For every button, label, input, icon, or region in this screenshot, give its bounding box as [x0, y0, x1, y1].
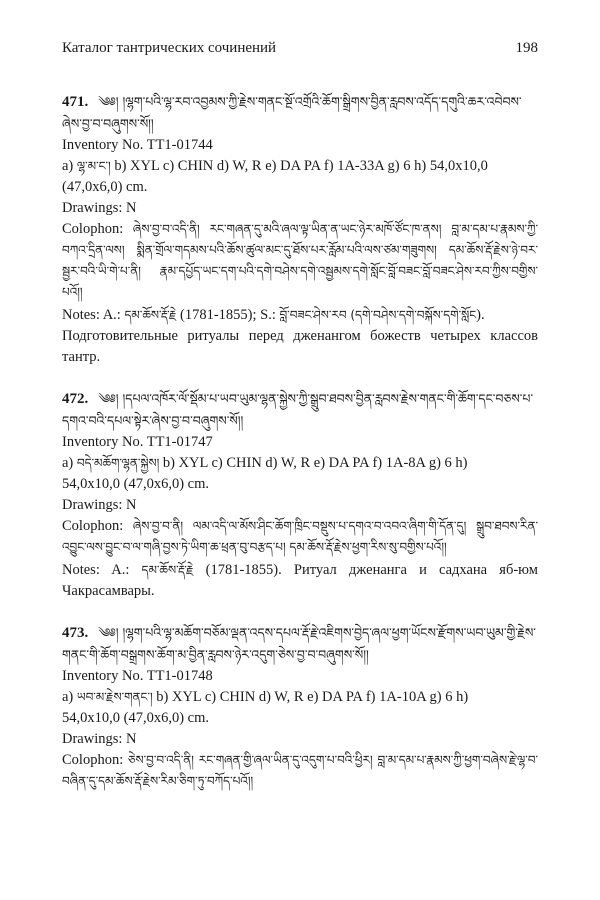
notes-label: Notes:	[62, 307, 100, 323]
entry-description: Подготовительные ритуалы перед дженангом божеств четырех классов тантр.	[62, 328, 538, 365]
entry-number: 473.	[62, 625, 89, 641]
spec-a-prefix: a)	[62, 455, 74, 471]
drawings: Drawings: N	[62, 497, 137, 513]
catalog-entry	[62, 388, 538, 602]
catalog-entry	[62, 622, 538, 792]
notes-author-label: A.:	[102, 307, 121, 323]
notes-scribe-tibetan: བློ་བཟང་ཤེས་རབ (དགེ་བཤེས་དགེ་བསྐོས་དགེ་སློང	[279, 308, 477, 322]
notes-author-tibetan: དམ་ཆོས་རྡོ་རྗེ	[124, 308, 177, 322]
colophon-tibetan: ཅེས་བྱ་བ་འདི་ནི། རང་གཞན་གྱི་ཞལ་ཡིན་དུ་འདུག་པ་བའི་ཕྱིར། བླ་མ་དམ་པ་རྣམས་ཀྱི་ཕྱག་བཞེས་རྗེ་ལྷ་བ་བཞིན་དུ་དམ་ཆོས་རྡོ་རྗེས་རིམ་ཅིག་ཏུ་བཀོད་པའོ།།	[62, 753, 539, 788]
colophon	[62, 750, 538, 792]
notes-author-dates: (1781-1855); S.:	[180, 307, 276, 323]
colophon-tibetan: ཞེས་བྱ་བ་ནི། ལམ་འདི་ལ་མོས་ཤིང་ཆོག་ཁྲིང་བསྡུས་པ་དགའ་བ་འབའ་ཞིག་གི་དོན་དུ། སྒྲུབ་ཐབས་རིན་འབྱུང་ལས་བྱུང་བ་ལ་གཞི་བྱས་ཏེ་ཡིག་ཆ་ཕྲན་བུ་བརྩད་པ། དམ་ཆོས་རྡོ་རྗེས་ཕྱག་རིས་སུ་བགྱིས་པའོ།།	[62, 519, 539, 554]
inventory-number: Inventory No. TT1-01748	[62, 668, 213, 684]
entry-heading	[62, 622, 538, 666]
spec-a-prefix: a)	[62, 158, 74, 174]
notes-author-label: A.:	[111, 562, 130, 578]
colophon	[62, 219, 538, 303]
colophon-label: Colophon:	[62, 752, 124, 768]
specification-line	[62, 453, 538, 474]
notes-label: Notes:	[62, 562, 100, 578]
entry-title-tibetan: ༄༅། །ལྷག་པའི་ལྷ་རབ་འབྱམས་ཀྱི་རྗེས་གནང་སྔོ་འགྲོའི་ཆོག་སྒྲིགས་བྱིན་རླབས་འདོད་དགུའི་ཆར་འབེབས་ཞེས་བྱ་བ་བཞུགས་སོ།།	[62, 94, 522, 131]
drawings: Drawings: N	[62, 200, 137, 216]
inventory-number: Inventory No. TT1-01747	[62, 434, 213, 450]
notes-author-tibetan: དམ་ཆོས་རྡོ་རྗེ	[141, 563, 194, 577]
spec-a-title-tibetan: བདེ་མཆོག་ལྷན་སྐྱེས།	[76, 456, 160, 470]
drawings: Drawings: N	[62, 731, 137, 747]
notes	[62, 305, 538, 326]
entry-title-tibetan: ༄༅། །དཔལ་འཁོར་ལོ་སྡོམ་པ་ཡབ་ཡུམ་ལྷན་སྐྱེས་ཀྱི་སྒྲུབ་ཐབས་བྱིན་རླབས་རྗེས་གནང་གི་ཆོག་དང་བཅས་པ་དགའ་བའི་དཔལ་སྟེར་ཞེས་བྱ་བ་བཞུགས་སོ།།	[62, 391, 534, 428]
notes	[62, 560, 538, 602]
spec-details: b) XYL c) CHIN d) W, R e) DA PA f) 1A-10A g) 6 h)	[156, 689, 469, 705]
spec-a-title-tibetan: ལྷ་མ་ང་།	[76, 159, 111, 173]
notes-author-dates-description: (1781-1855). Ритуал дженанга и садхана яб-юм Чакрасамвары.	[62, 562, 538, 599]
spec-details: b) XYL c) CHIN d) W, R e) DA PA f) 1A-8A g) 6 h)	[162, 455, 468, 471]
dimensions: 54,0x10,0 (47,0x6,0) cm.	[62, 476, 209, 492]
inventory-number: Inventory No. TT1-01744	[62, 137, 213, 153]
dimensions: 54,0x10,0 (47,0x6,0) cm.	[62, 710, 209, 726]
entry-heading	[62, 91, 538, 135]
entry-number: 471.	[62, 94, 89, 110]
spec-a-title-tibetan: ཡབ་མ་རྗེས་གནང་།	[76, 690, 153, 704]
specification-line	[62, 687, 538, 708]
page-number: 198	[515, 40, 538, 56]
spec-details: b) XYL c) CHIN d) W, R e) DA PA f) 1A-33A g) 6 h) 54,0x10,0	[114, 158, 488, 174]
dimensions: (47,0x6,0) cm.	[62, 179, 148, 195]
entry-title-tibetan: ༄༅། །ལྷག་པའི་ལྷ་མཆོག་བཅོམ་ལྡན་འདས་དཔལ་རྡོ་རྗེ་འཇིགས་བྱེད་ཞལ་ཕྱག་ཡོངས་རྫོགས་ཡབ་ཡུམ་གྱི་རྗེས་གནང་གི་ཆོག་བསྒྲགས་ཆོག་མ་བྱིན་རླབས་ཉེར་འདུག་ཅེས་བྱ་བ་བཞུགས་སོ།།	[62, 625, 536, 662]
running-head	[62, 40, 538, 57]
colophon-label: Colophon:	[62, 221, 124, 237]
specification-line	[62, 156, 538, 177]
spec-a-prefix: a)	[62, 689, 74, 705]
entry-heading	[62, 388, 538, 432]
colophon	[62, 516, 538, 558]
entry-number: 472.	[62, 391, 89, 407]
colophon-tibetan: ཞེས་བྱ་བ་འདི་ནི། རང་གཞན་དུ་མའི་ཞལ་ལྟ་ཡིན་ན་ཡང་ཉེར་མཁོ་ཙོང་ཁ་ནས། བླ་མ་དམ་པ་རྣམས་ཀྱི་བཀའ་དྲིན་ལས། སྨིན་གྲོལ་གདམས་པའི་ཆོས་ཚུལ་མང་དུ་ཐོས་པར་རློམ་པའི་ལས་ཙམ་གཟུགས། དམ་ཆོས་རྡོ་རྗེས་ཉེ་བར་སྦྱར་བའི་ཡི་གེ་པ་ནི། རྣམ་དཔྱོད་ཡང་དག་པའི་དགེ་བཤེས་དགེ་འསྦྱམས་དགེ་སློང་བློ་བཟང་བློ་བཟང་ཤེས་རབ་ཀྱིས་བགྱིས་པའོ།།	[62, 222, 538, 299]
running-head-title: Каталог тантрических сочинений	[62, 40, 277, 56]
catalog-page	[62, 40, 538, 812]
notes-scribe-end: ).	[476, 307, 485, 323]
colophon-label: Colophon:	[62, 518, 124, 534]
catalog-entry	[62, 91, 538, 368]
